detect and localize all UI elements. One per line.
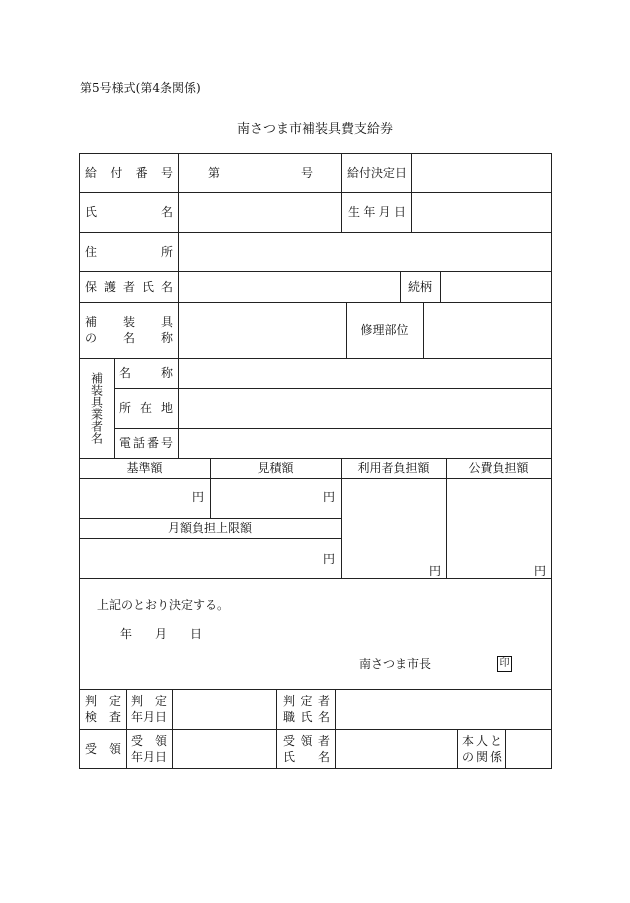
jusho-label-text: 住 所 [85,244,173,259]
gyosha-shozaichi-label-text: 所 在 地 [119,401,173,415]
hantei-sha-line2: 職 氏 名 [283,710,330,724]
juryo-date-line1: 受 領 [131,733,167,748]
hantei-date-label [131,689,167,729]
shuuri-bui-label: 修理部位 [360,323,409,337]
kouhi-futan-yen: 円 [534,564,547,578]
kankei-label [462,729,502,768]
zokugara-label: 続柄 [407,279,432,294]
kouhi-futan-header: 公費負担額 [468,461,529,475]
hogosha-label [85,271,173,302]
juryo-sha-line1: 受 領 者 [283,733,330,748]
hantei-kensa-label [85,689,121,729]
seinengappi-label-text: 生 年 月 日 [348,205,406,219]
kyufu-bango-label [85,153,173,192]
hantei-kensa-line1: 判 定 [85,694,121,708]
gyosha-group-label-text: 補装具業者名 [89,372,104,444]
seal-mark: 印 [497,656,512,672]
juryo-date-line2: 年 月 日 [131,749,168,764]
mitsumori-gaku-header: 見積額 [257,461,294,475]
kyufu-bango-suffix: 号 [301,165,314,180]
seinengappi-label [348,192,406,232]
gyosha-denwa-label-text: 電 話 番 号 [119,436,173,450]
hantei-kensa-line2: 検 査 [85,710,121,724]
kijun-gaku-header: 基準額 [126,461,163,475]
decision-date-year: 年 [120,627,133,641]
kyufu-bango-prefix: 第 [208,165,221,180]
hogosha-label-text: 保 護 者 氏 名 [85,279,173,294]
gyosha-meisho-label-text: 名 称 [119,366,173,380]
gyosha-group-label [89,372,103,444]
form-number: 第5号様式(第4条関係) [80,81,201,95]
jusho-label [85,232,173,271]
decision-statement: 上記のとおり決定する。 [97,598,230,612]
juryo-date-label [131,729,167,768]
kyufu-kettei-bi-label: 給付決定日 [347,165,408,180]
kijun-gaku-yen: 円 [192,490,205,504]
getsugaku-futan-header: 月額負担上限額 [167,521,252,535]
hosougu-label-line1: 補 装 具 [85,315,173,329]
juryo-label [85,729,121,768]
hantei-date-line1: 判 定 [131,694,167,708]
kyufu-bango-label-text: 給 付 番 号 [85,165,173,180]
gyosha-shozaichi-label [119,388,173,428]
hantei-sha-line1: 判 定 者 [283,694,330,708]
juryo-sha-line2: 氏 名 [283,749,330,764]
mayor-name: 南さつま市長 [359,657,432,671]
page-title: 南さつま市補装具費支給券 [236,122,393,137]
kankei-line1: 本 人 と [462,733,502,748]
gyosha-meisho-label [119,358,173,388]
gyosha-denwa-label [119,428,173,458]
riyosha-futan-header: 利用者負担額 [357,461,430,475]
hosougu-label-line2: の 名 称 [85,331,173,345]
hantei-date-line2: 年 月 日 [131,710,168,724]
decision-date-month: 月 [155,627,168,641]
kankei-line2: の 関 係 [462,749,502,764]
hosougu-name-label [85,302,173,358]
riyosha-futan-yen: 円 [429,564,442,578]
juryo-label-text: 受 領 [85,741,121,756]
getsugaku-futan-yen: 円 [323,552,336,566]
mitsumori-gaku-yen: 円 [323,490,336,504]
decision-date-day: 日 [190,627,203,641]
juryo-sha-label [283,729,330,768]
shimei-label [85,192,173,232]
hantei-sha-label [283,689,330,729]
shimei-label-text: 氏 名 [85,205,173,219]
